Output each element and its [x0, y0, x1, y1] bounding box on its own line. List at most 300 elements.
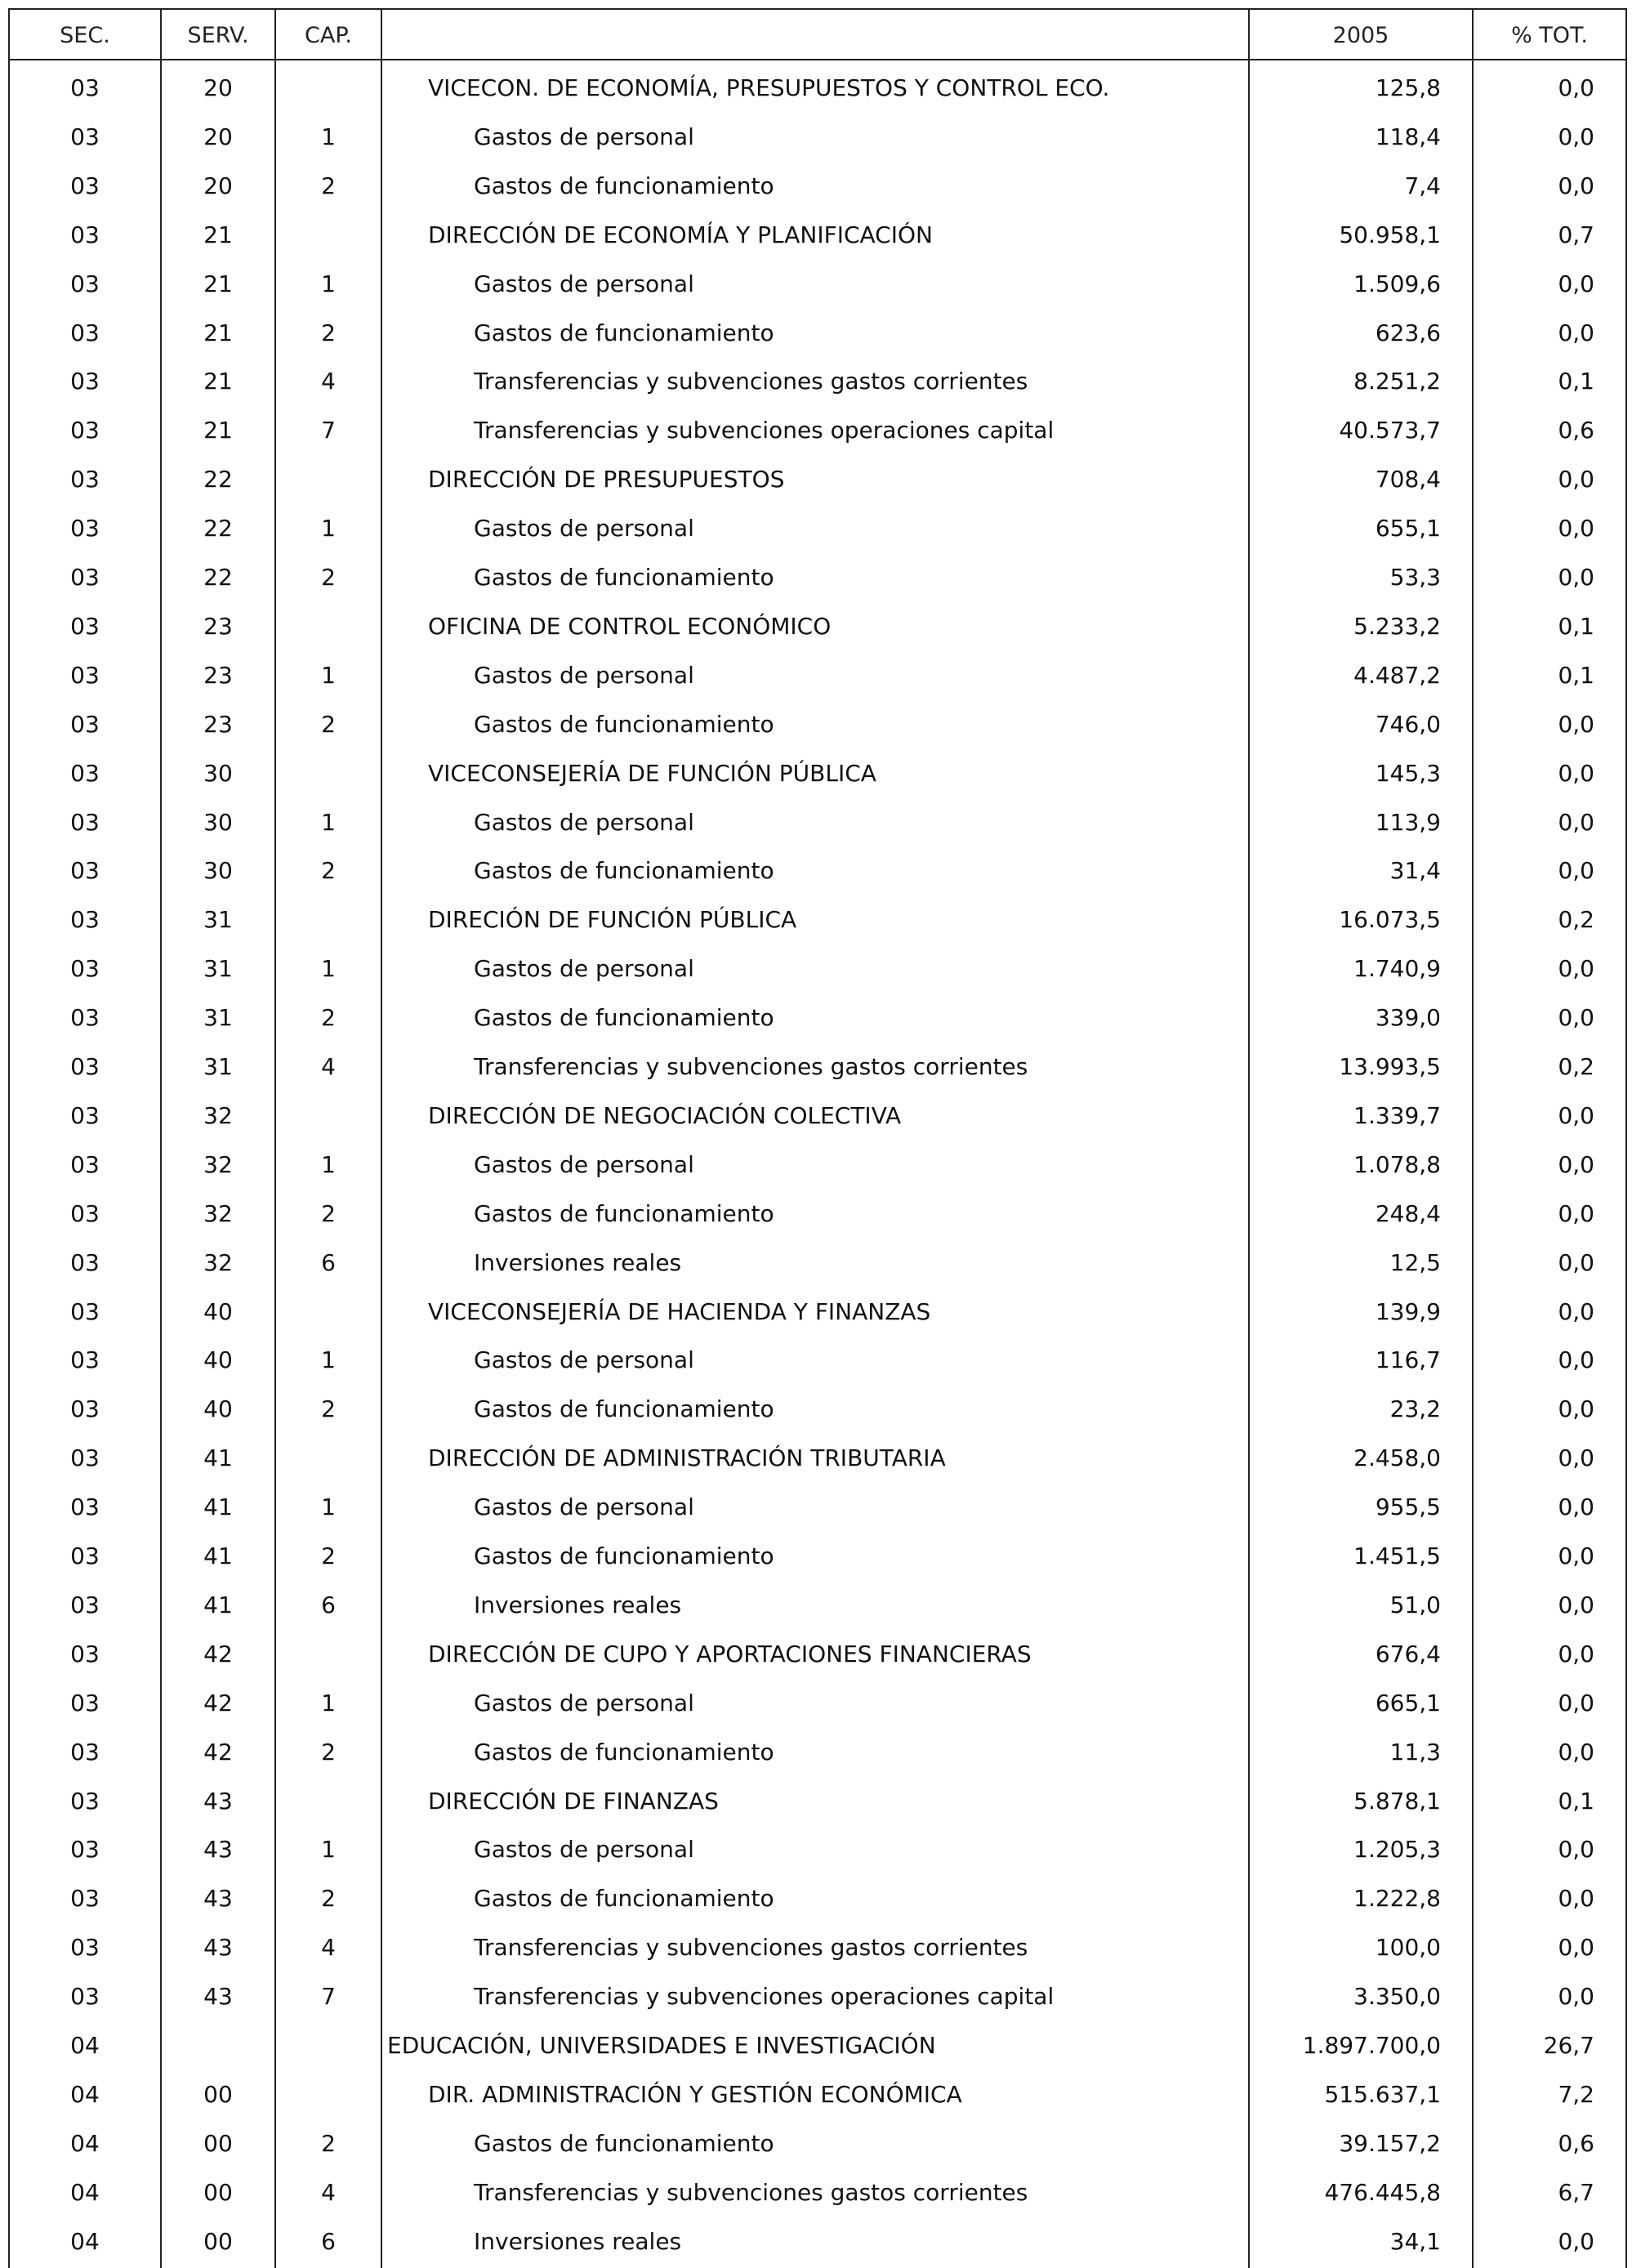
cell-sec: 04	[70, 2032, 100, 2059]
table-row	[0, 406, 1632, 455]
cell-pct-total: 0,0	[1558, 1885, 1594, 1913]
cell-sec: 03	[70, 1053, 100, 1080]
cell-serv: 42	[203, 1738, 233, 1766]
cell-serv: 22	[203, 564, 233, 591]
cell-cap: 1	[321, 1689, 336, 1717]
cell-serv: 40	[203, 1297, 233, 1325]
cell-description: Gastos de personal	[474, 661, 694, 689]
cell-sec: 03	[70, 564, 100, 591]
cell-value-2005: 31,4	[1389, 857, 1441, 885]
cell-cap	[276, 2021, 381, 2070]
cell-sec: 03	[70, 1836, 100, 1864]
cell-description: Gastos de personal	[474, 955, 694, 983]
cell-cap	[276, 1777, 381, 1826]
table-row	[0, 1042, 1632, 1092]
cell-sec: 03	[70, 1395, 100, 1423]
cell-description: EDUCACIÓN, UNIVERSIDADES E INVESTIGACIÓN	[387, 2032, 936, 2059]
cell-cap	[276, 64, 381, 113]
cell-cap: 6	[321, 1248, 336, 1276]
cell-sec: 03	[70, 1248, 100, 1276]
cell-cap: 2	[321, 1885, 336, 1913]
cell-sec: 03	[70, 1199, 100, 1227]
cell-serv: 32	[203, 1248, 233, 1276]
cell-value-2005: 4.487,2	[1353, 661, 1441, 689]
cell-serv: 40	[203, 1395, 233, 1423]
table-row	[0, 1923, 1632, 1972]
cell-pct-total: 0,0	[1558, 1836, 1594, 1864]
cell-description: Transferencias y subvenciones operaciones capital	[474, 417, 1055, 444]
cell-description: VICECONSEJERÍA DE HACIENDA Y FINANZAS	[428, 1297, 931, 1325]
cell-cap: 1	[321, 123, 336, 150]
cell-sec: 03	[70, 1934, 100, 1962]
cell-sec: 03	[70, 1004, 100, 1032]
cell-serv: 21	[203, 417, 233, 444]
cell-sec: 03	[70, 270, 100, 297]
cell-serv: 20	[203, 74, 233, 101]
cell-value-2005: 665,1	[1375, 1689, 1441, 1717]
cell-value-2005: 1.222,8	[1353, 1885, 1441, 1913]
cell-description: Inversiones reales	[474, 1591, 682, 1618]
cell-cap	[276, 1092, 381, 1141]
cell-pct-total: 0,0	[1558, 955, 1594, 983]
cell-pct-total: 0,0	[1558, 1248, 1594, 1276]
cell-sec: 03	[70, 1885, 100, 1913]
cell-description: Transferencias y subvenciones gastos corrientes	[474, 1053, 1028, 1080]
cell-value-2005: 708,4	[1375, 466, 1441, 493]
cell-value-2005: 1.339,7	[1353, 1101, 1441, 1129]
cell-cap: 2	[321, 857, 336, 885]
cell-serv: 21	[203, 368, 233, 395]
cell-cap: 2	[321, 2129, 336, 2157]
cell-value-2005: 339,0	[1375, 1004, 1441, 1032]
table-row	[0, 455, 1632, 504]
cell-pct-total: 0,0	[1558, 466, 1594, 493]
cell-cap: 2	[321, 1543, 336, 1569]
cell-cap: 2	[321, 1199, 336, 1227]
cell-sec: 03	[70, 368, 100, 395]
cell-pct-total: 6,7	[1558, 2178, 1594, 2206]
cell-value-2005: 5.233,2	[1353, 612, 1441, 640]
table-row	[0, 1581, 1632, 1630]
cell-pct-total: 0,0	[1558, 270, 1594, 297]
cell-value-2005: 13.993,5	[1339, 1053, 1441, 1080]
cell-serv	[162, 2021, 274, 2070]
cell-sec: 03	[70, 906, 100, 934]
cell-serv: 23	[203, 710, 233, 738]
cell-value-2005: 476.445,8	[1324, 2178, 1441, 2206]
cell-sec: 03	[70, 857, 100, 885]
cell-sec: 03	[70, 221, 100, 248]
cell-sec: 03	[70, 1787, 100, 1815]
cell-serv: 21	[203, 270, 233, 297]
cell-description: Gastos de personal	[474, 515, 694, 542]
cell-description: Gastos de personal	[474, 1346, 694, 1374]
cell-cap: 2	[321, 1004, 336, 1032]
cell-sec: 03	[70, 955, 100, 983]
table-row	[0, 64, 1632, 113]
cell-sec: 03	[70, 759, 100, 787]
table-row	[0, 846, 1632, 895]
table-row	[0, 1434, 1632, 1483]
cell-sec: 03	[70, 1738, 100, 1766]
cell-description: Gastos de personal	[474, 1150, 694, 1178]
table-row	[0, 162, 1632, 211]
table-row	[0, 2119, 1632, 2168]
cell-cap: 1	[321, 270, 336, 297]
cell-description: DIR. ADMINISTRACIÓN Y GESTIÓN ECONÓMICA	[428, 2080, 962, 2108]
cell-value-2005: 34,1	[1389, 2227, 1441, 2255]
table-row	[0, 1777, 1632, 1826]
cell-cap: 2	[321, 319, 336, 346]
cell-serv: 21	[203, 221, 233, 248]
cell-cap: 2	[321, 1395, 336, 1423]
cell-cap: 1	[321, 1836, 336, 1864]
cell-value-2005: 116,7	[1375, 1346, 1441, 1374]
cell-cap: 7	[321, 417, 336, 444]
cell-value-2005: 11,3	[1389, 1738, 1441, 1766]
table-row	[0, 113, 1632, 162]
cell-description: DIRECCIÓN DE ECONOMÍA Y PLANIFICACIÓN	[428, 221, 933, 248]
cell-description: VICECON. DE ECONOMÍA, PRESUPUESTOS Y CONTROL ECO.	[428, 74, 1110, 101]
cell-value-2005: 3.350,0	[1353, 1983, 1441, 2011]
cell-sec: 04	[70, 2129, 100, 2157]
cell-pct-total: 0,0	[1558, 1101, 1594, 1129]
table-row	[0, 260, 1632, 309]
cell-pct-total: 0,0	[1558, 1689, 1594, 1717]
cell-sec: 03	[70, 661, 100, 689]
table-row	[0, 749, 1632, 798]
cell-value-2005: 1.205,3	[1353, 1836, 1441, 1864]
cell-pct-total: 0,0	[1558, 123, 1594, 150]
cell-description: Gastos de funcionamiento	[474, 1004, 774, 1032]
cell-pct-total: 0,0	[1558, 857, 1594, 885]
cell-sec: 03	[70, 1543, 100, 1569]
cell-cap: 4	[321, 2178, 336, 2206]
cell-description: Transferencias y subvenciones gastos corrientes	[474, 368, 1028, 395]
cell-cap: 1	[321, 661, 336, 689]
cell-description: DIRECCIÓN DE FINANZAS	[428, 1787, 719, 1815]
cell-sec: 03	[70, 1101, 100, 1129]
cell-cap	[276, 2070, 381, 2119]
cell-description: Transferencias y subvenciones operaciones capital	[474, 1983, 1055, 2011]
cell-sec: 04	[70, 2227, 100, 2255]
cell-serv: 42	[203, 1689, 233, 1717]
cell-pct-total: 7,2	[1558, 2080, 1594, 2108]
cell-value-2005: 2.458,0	[1353, 1444, 1441, 1472]
cell-pct-total: 0,0	[1558, 1983, 1594, 2011]
cell-description: Gastos de personal	[474, 1836, 694, 1864]
table-row	[0, 1092, 1632, 1141]
cell-pct-total: 0,0	[1558, 74, 1594, 101]
cell-description: Inversiones reales	[474, 2227, 682, 2255]
cell-serv: 31	[203, 955, 233, 983]
cell-pct-total: 0,2	[1558, 906, 1594, 934]
cell-description: DIRECCIÓN DE ADMINISTRACIÓN TRIBUTARIA	[428, 1444, 946, 1472]
cell-cap: 1	[321, 1150, 336, 1178]
cell-description: Transferencias y subvenciones gastos corrientes	[474, 2178, 1028, 2206]
cell-description: Gastos de funcionamiento	[474, 857, 774, 885]
cell-description: Gastos de funcionamiento	[474, 319, 774, 346]
table-row	[0, 798, 1632, 847]
cell-sec: 03	[70, 710, 100, 738]
cell-pct-total: 0,0	[1558, 1934, 1594, 1962]
cell-serv: 30	[203, 808, 233, 836]
cell-value-2005: 676,4	[1375, 1640, 1441, 1668]
table-row	[0, 944, 1632, 993]
table-row	[0, 1630, 1632, 1679]
cell-cap	[276, 1434, 381, 1483]
cell-description: Gastos de funcionamiento	[474, 1199, 774, 1227]
cell-sec: 03	[70, 1983, 100, 2011]
cell-cap	[276, 1288, 381, 1337]
cell-value-2005: 1.509,6	[1353, 270, 1441, 297]
cell-value-2005: 51,0	[1389, 1591, 1441, 1618]
cell-description: Gastos de funcionamiento	[474, 564, 774, 591]
cell-cap: 1	[321, 1493, 336, 1521]
cell-serv: 21	[203, 319, 233, 346]
cell-cap: 6	[321, 1591, 336, 1618]
cell-sec: 03	[70, 1150, 100, 1178]
cell-pct-total: 0,0	[1558, 172, 1594, 199]
cell-description: Gastos de personal	[474, 270, 694, 297]
cell-cap: 1	[321, 1346, 336, 1374]
cell-serv: 41	[203, 1591, 233, 1618]
cell-description: OFICINA DE CONTROL ECONÓMICO	[428, 612, 832, 640]
cell-cap	[276, 749, 381, 798]
cell-pct-total: 0,0	[1558, 2227, 1594, 2255]
cell-sec: 03	[70, 808, 100, 836]
cell-pct-total: 0,1	[1558, 368, 1594, 395]
cell-serv: 43	[203, 1885, 233, 1913]
cell-serv: 32	[203, 1199, 233, 1227]
cell-serv: 40	[203, 1346, 233, 1374]
cell-cap	[276, 895, 381, 944]
table-row	[0, 1288, 1632, 1337]
cell-serv: 22	[203, 466, 233, 493]
cell-value-2005: 1.740,9	[1353, 955, 1441, 983]
cell-pct-total: 0,0	[1558, 1543, 1594, 1569]
cell-serv: 23	[203, 612, 233, 640]
cell-serv: 32	[203, 1101, 233, 1129]
cell-value-2005: 746,0	[1375, 710, 1441, 738]
table-row	[0, 2168, 1632, 2217]
cell-cap: 2	[321, 1738, 336, 1766]
cell-serv: 20	[203, 172, 233, 199]
cell-value-2005: 623,6	[1375, 319, 1441, 346]
cell-cap	[276, 455, 381, 504]
table-row	[0, 1532, 1632, 1581]
cell-pct-total: 0,0	[1558, 1591, 1594, 1618]
cell-pct-total: 0,0	[1558, 1199, 1594, 1227]
cell-pct-total: 0,0	[1558, 1297, 1594, 1325]
cell-value-2005: 1.897.700,0	[1302, 2032, 1441, 2059]
cell-cap: 4	[321, 368, 336, 395]
cell-pct-total: 0,0	[1558, 1493, 1594, 1521]
cell-pct-total: 0,0	[1558, 1738, 1594, 1766]
cell-value-2005: 655,1	[1375, 515, 1441, 542]
table-row	[0, 2217, 1632, 2266]
cell-serv: 00	[203, 2227, 233, 2255]
cell-value-2005: 12,5	[1389, 1248, 1441, 1276]
cell-description: Gastos de funcionamiento	[474, 172, 774, 199]
cell-value-2005: 145,3	[1375, 759, 1441, 787]
cell-serv: 42	[203, 1640, 233, 1668]
cell-value-2005: 40.573,7	[1339, 417, 1441, 444]
cell-description: Transferencias y subvenciones gastos corrientes	[474, 1934, 1028, 1962]
cell-value-2005: 23,2	[1389, 1395, 1441, 1423]
table-row	[0, 1239, 1632, 1288]
cell-pct-total: 0,1	[1558, 612, 1594, 640]
cell-pct-total: 0,0	[1558, 1150, 1594, 1178]
cell-description: Gastos de funcionamiento	[474, 2129, 774, 2157]
table-row	[0, 211, 1632, 260]
table-row	[0, 1972, 1632, 2021]
cell-description: Inversiones reales	[474, 1248, 682, 1276]
cell-pct-total: 0,1	[1558, 661, 1594, 689]
cell-description: DIRECIÓN DE FUNCIÓN PÚBLICA	[428, 906, 797, 934]
cell-cap: 6	[321, 2227, 336, 2255]
cell-sec: 03	[70, 74, 100, 101]
cell-description: VICECONSEJERÍA DE FUNCIÓN PÚBLICA	[428, 759, 876, 787]
cell-description: Gastos de personal	[474, 808, 694, 836]
table-row	[0, 2070, 1632, 2119]
cell-description: Gastos de funcionamiento	[474, 1738, 774, 1766]
cell-cap: 1	[321, 515, 336, 542]
cell-cap: 1	[321, 955, 336, 983]
cell-serv: 00	[203, 2080, 233, 2108]
cell-cap: 4	[321, 1934, 336, 1962]
cell-sec: 03	[70, 1346, 100, 1374]
cell-sec: 04	[70, 2178, 100, 2206]
cell-serv: 20	[203, 123, 233, 150]
cell-serv: 22	[203, 515, 233, 542]
cell-serv: 30	[203, 857, 233, 885]
table-row	[0, 309, 1632, 358]
header-description	[382, 10, 1248, 60]
cell-sec: 03	[70, 1640, 100, 1668]
cell-pct-total: 0,0	[1558, 319, 1594, 346]
header-pct-total: % TOT.	[1511, 22, 1588, 48]
cell-value-2005: 139,9	[1375, 1297, 1441, 1325]
cell-sec: 03	[70, 1689, 100, 1717]
cell-pct-total: 0,0	[1558, 564, 1594, 591]
cell-serv: 23	[203, 661, 233, 689]
cell-pct-total: 0,7	[1558, 221, 1594, 248]
cell-pct-total: 0,6	[1558, 2129, 1594, 2157]
cell-description: Gastos de personal	[474, 123, 694, 150]
table-row	[0, 895, 1632, 944]
cell-serv: 30	[203, 759, 233, 787]
cell-serv: 41	[203, 1444, 233, 1472]
cell-cap: 1	[321, 808, 336, 836]
table-row	[0, 553, 1632, 602]
cell-cap: 2	[321, 172, 336, 199]
cell-serv: 43	[203, 1836, 233, 1864]
table-row	[0, 1336, 1632, 1385]
cell-sec: 03	[70, 1297, 100, 1325]
cell-sec: 03	[70, 1493, 100, 1521]
cell-pct-total: 0,0	[1558, 1346, 1594, 1374]
cell-cap: 7	[321, 1983, 336, 2011]
cell-cap	[276, 211, 381, 260]
cell-pct-total: 0,1	[1558, 1787, 1594, 1815]
cell-value-2005: 1.078,8	[1353, 1150, 1441, 1178]
header-serv: SERV.	[187, 22, 249, 48]
cell-sec: 04	[70, 2080, 100, 2108]
table-row	[0, 602, 1632, 651]
cell-serv: 43	[203, 1787, 233, 1815]
cell-description: Gastos de funcionamiento	[474, 1395, 774, 1423]
cell-pct-total: 26,7	[1543, 2032, 1594, 2059]
cell-serv: 32	[203, 1150, 233, 1178]
cell-sec: 03	[70, 1591, 100, 1618]
cell-sec: 03	[70, 1444, 100, 1472]
header-cap: CAP.	[305, 22, 352, 48]
cell-pct-total: 0,0	[1558, 1004, 1594, 1032]
cell-value-2005: 7,4	[1404, 172, 1441, 199]
cell-sec: 03	[70, 612, 100, 640]
cell-pct-total: 0,6	[1558, 417, 1594, 444]
cell-value-2005: 118,4	[1375, 123, 1441, 150]
cell-value-2005: 515.637,1	[1324, 2080, 1441, 2108]
table-row	[0, 1874, 1632, 1923]
table-row	[0, 1385, 1632, 1434]
cell-value-2005: 100,0	[1375, 1934, 1441, 1962]
table-row	[0, 504, 1632, 553]
cell-pct-total: 0,0	[1558, 1444, 1594, 1472]
table-row	[0, 2021, 1632, 2070]
cell-value-2005: 113,9	[1375, 808, 1441, 836]
cell-description: DIRECCIÓN DE CUPO Y APORTACIONES FINANCIERAS	[428, 1640, 1032, 1668]
table-row	[0, 357, 1632, 406]
cell-cap: 2	[321, 710, 336, 738]
cell-value-2005: 50.958,1	[1339, 221, 1441, 248]
cell-description: Gastos de personal	[474, 1689, 694, 1717]
cell-serv: 41	[203, 1543, 233, 1569]
cell-serv: 31	[203, 1004, 233, 1032]
cell-value-2005: 1.451,5	[1353, 1543, 1441, 1569]
cell-sec: 03	[70, 515, 100, 542]
cell-serv: 41	[203, 1493, 233, 1521]
cell-description: DIRECCIÓN DE NEGOCIACIÓN COLECTIVA	[428, 1101, 902, 1129]
cell-description: Gastos de personal	[474, 1493, 694, 1521]
cell-value-2005: 53,3	[1389, 564, 1441, 591]
cell-serv: 00	[203, 2178, 233, 2206]
cell-sec: 03	[70, 123, 100, 150]
table-row	[0, 1679, 1632, 1728]
cell-sec: 03	[70, 466, 100, 493]
cell-pct-total: 0,0	[1558, 710, 1594, 738]
header-year: 2005	[1332, 22, 1389, 48]
cell-value-2005: 5.878,1	[1353, 1787, 1441, 1815]
table-row	[0, 700, 1632, 749]
cell-value-2005: 248,4	[1375, 1199, 1441, 1227]
table-row	[0, 1825, 1632, 1874]
table-row	[0, 1141, 1632, 1190]
cell-pct-total: 0,2	[1558, 1053, 1594, 1080]
header-sec: SEC.	[60, 22, 110, 48]
cell-pct-total: 0,0	[1558, 808, 1594, 836]
cell-pct-total: 0,0	[1558, 1395, 1594, 1423]
cell-value-2005: 8.251,2	[1353, 368, 1441, 395]
cell-pct-total: 0,0	[1558, 1640, 1594, 1668]
cell-serv: 43	[203, 1934, 233, 1962]
cell-cap: 4	[321, 1053, 336, 1080]
cell-sec: 03	[70, 319, 100, 346]
cell-description: DIRECCIÓN DE PRESUPUESTOS	[428, 466, 785, 493]
cell-serv: 43	[203, 1983, 233, 2011]
cell-value-2005: 39.157,2	[1339, 2129, 1441, 2157]
